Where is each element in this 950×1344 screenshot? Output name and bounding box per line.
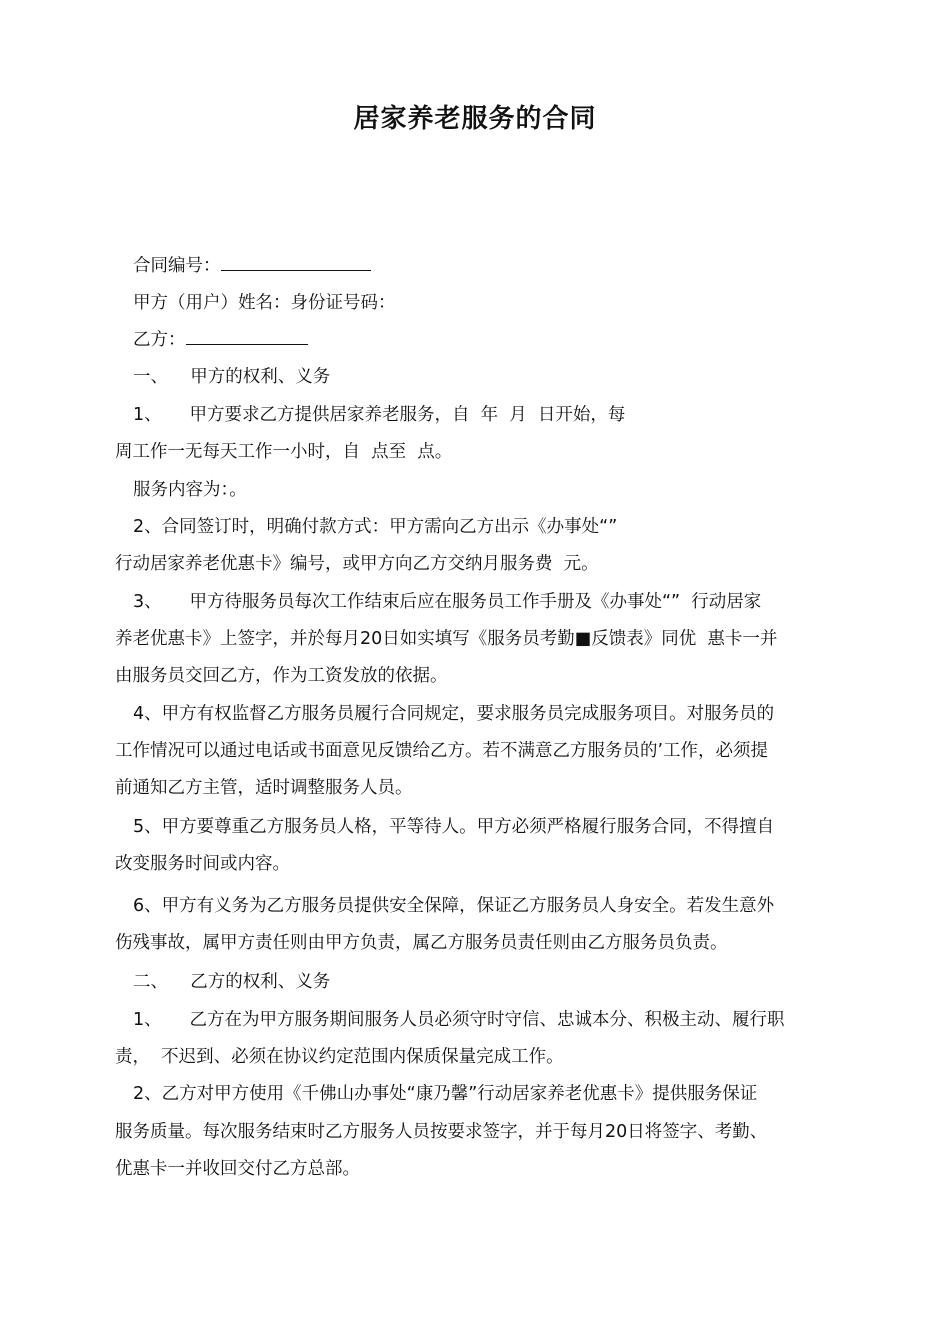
party-a-field: 甲方（用户）姓名：身份证号码： bbox=[133, 293, 396, 313]
section2-item1-line2: 责， 不迟到、必须在协议约定范围内保质保量完成工作。 bbox=[115, 1047, 564, 1067]
section1-heading: 一、 甲方的权利、义务 bbox=[133, 367, 331, 387]
section1-item5-line2: 改变服务时间或内容。 bbox=[115, 854, 290, 874]
contract-number-label: 合同编号： bbox=[133, 256, 221, 276]
party-b-label: 乙方： bbox=[133, 330, 186, 350]
section1-item6-line1: 6、甲方有义务为乙方服务员提供安全保障，保证乙方服务员人身安全。若发生意外 bbox=[133, 896, 775, 916]
contract-number-blank bbox=[221, 254, 371, 271]
section2-item1-line1: 1、 乙方在为甲方服务期间服务人员必须守时守信、忠诚本分、积极主动、履行职 bbox=[133, 1010, 785, 1030]
section1-item4-line1: 4、甲方有权监督乙方服务员履行合同规定，要求服务员完成服务项目。对服务员的 bbox=[133, 704, 775, 724]
section1-item1-line1: 1、 甲方要求乙方提供居家养老服务，自 年 月 日开始，每 bbox=[133, 405, 626, 425]
section1-item1-line2: 周工作一无每天工作一小时，自 点至 点。 bbox=[115, 442, 453, 462]
section1-item5-line1: 5、甲方要尊重乙方服务员人格，平等待人。甲方必须严格履行服务合同，不得擅自 bbox=[133, 817, 775, 837]
section2-item2-line2: 服务质量。每次服务结束时乙方服务人员按要求签字，并于每月20日将签字、考勤、 bbox=[115, 1122, 768, 1142]
section1-item4-line2: 工作情况可以通过电话或书面意见反馈给乙方。若不满意乙方服务员的’工作，必须提 bbox=[115, 741, 769, 761]
section1-item6-line2: 伤残事故，属甲方责任则由甲方负责，属乙方服务员责任则由乙方服务员负责。 bbox=[115, 933, 728, 953]
section1-item3-line1: 3、 甲方待服务员每次工作结束后应在服务员工作手册及《办事处“” 行动居家 bbox=[133, 592, 762, 612]
contract-number-field bbox=[133, 254, 371, 278]
section1-item2-line2: 行动居家养老优惠卡》编号，或甲方向乙方交纳月服务费 元。 bbox=[115, 554, 599, 574]
section1-item3-line3: 由服务员交回乙方，作为工资发放的依据。 bbox=[115, 666, 448, 686]
party-b-field bbox=[133, 328, 308, 352]
section1-item3-line2: 养老优惠卡》上签字，并於每月20日如实填写《服务员考勤■反馈表》同优 惠卡一并 bbox=[115, 629, 778, 649]
section1-item4-line3: 前通知乙方主管，适时调整服务人员。 bbox=[115, 778, 413, 798]
document-title: 居家养老服务的合同 bbox=[353, 104, 597, 134]
section2-item2-line1: 2、乙方对甲方使用《千佛山办事处“康乃馨”行动居家养老优惠卡》提供服务保证 bbox=[133, 1084, 758, 1104]
party-b-blank bbox=[186, 328, 308, 345]
section1-item2-line1: 2、合同签订时，明确付款方式：甲方需向乙方出示《办事处“” bbox=[133, 517, 618, 537]
section2-heading: 二、 乙方的权利、义务 bbox=[133, 972, 331, 992]
section2-item2-line3: 优惠卡一并收回交付乙方总部。 bbox=[115, 1159, 360, 1179]
section1-item1-line3: 服务内容为：。 bbox=[133, 480, 247, 500]
